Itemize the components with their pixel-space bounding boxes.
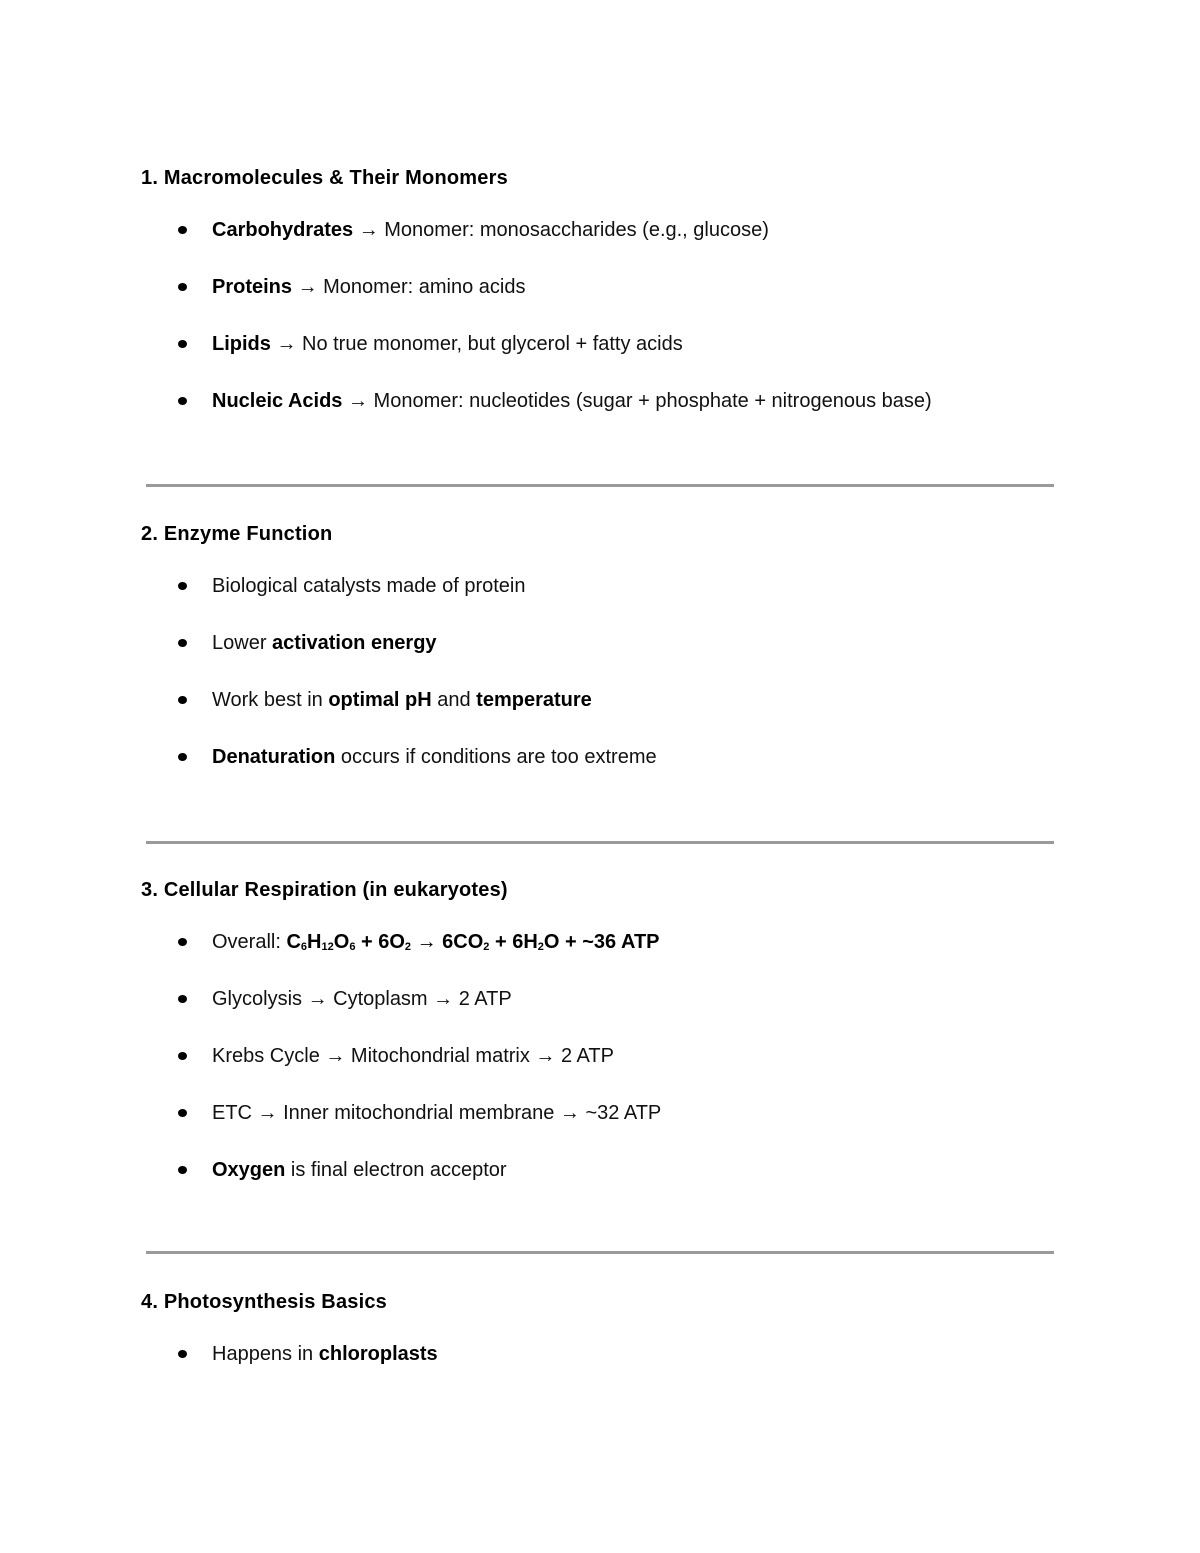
item-text: → Monomer: nucleotides (sugar + phosphate + nitrogenous base) xyxy=(342,390,932,412)
section-heading-cellular-respiration: 3. Cellular Respiration (in eukaryotes) xyxy=(141,879,508,901)
item-text: and xyxy=(431,689,477,711)
bullet-icon xyxy=(178,340,187,348)
bullet-icon xyxy=(178,995,187,1003)
item-text: → Monomer: monosaccharides (e.g., glucose) xyxy=(353,219,769,241)
item-text: Happens in xyxy=(212,1343,319,1365)
bullet-icon xyxy=(178,283,187,291)
item-text: → Monomer: amino acids xyxy=(292,276,526,298)
bullet-icon xyxy=(178,226,187,234)
item-text: Overall: xyxy=(212,931,287,953)
item-text: Krebs Cycle → Mitochondrial matrix → 2 ATP xyxy=(212,1045,614,1067)
item-text: Lower xyxy=(212,632,273,654)
item-text: Glycolysis → Cytoplasm → 2 ATP xyxy=(212,988,512,1010)
term-temperature: temperature xyxy=(476,689,592,711)
term-carbohydrates: Carbohydrates xyxy=(212,219,354,241)
horizontal-divider xyxy=(146,1251,1054,1254)
horizontal-divider xyxy=(146,841,1054,844)
item-text: → No true monomer, but glycerol + fatty acids xyxy=(270,333,683,355)
term-oxygen: Oxygen xyxy=(212,1159,286,1181)
term-lipids: Lipids xyxy=(212,333,271,355)
bullet-icon xyxy=(178,1350,187,1358)
term-nucleic-acids: Nucleic Acids xyxy=(212,390,343,412)
item-text: Biological catalysts made of protein xyxy=(212,575,526,597)
item-text: is final electron acceptor xyxy=(285,1159,507,1181)
term-chloroplasts: chloroplasts xyxy=(318,1343,438,1365)
term-denaturation: Denaturation xyxy=(212,746,336,768)
term-activation-energy: activation energy xyxy=(272,632,437,654)
bullet-icon xyxy=(178,696,187,704)
bullet-icon xyxy=(178,639,187,647)
item-text: ETC → Inner mitochondrial membrane → ~32 ATP xyxy=(212,1102,662,1124)
section-heading-enzyme-function: 2. Enzyme Function xyxy=(141,523,333,545)
section-heading-photosynthesis: 4. Photosynthesis Basics xyxy=(141,1291,388,1313)
horizontal-divider xyxy=(146,484,1054,487)
term-optimal-ph: optimal pH xyxy=(328,689,432,711)
item-text: Work best in xyxy=(212,689,329,711)
respiration-equation: C6H12O6 + 6O2 → 6CO2 + 6H2O + ~36 ATP xyxy=(286,931,660,953)
bullet-icon xyxy=(178,1052,187,1060)
item-text: occurs if conditions are too extreme xyxy=(335,746,657,768)
bullet-icon xyxy=(178,1166,187,1174)
bullet-icon xyxy=(178,1109,187,1117)
bullet-icon xyxy=(178,582,187,590)
bullet-icon xyxy=(178,938,187,946)
bullet-icon xyxy=(178,753,187,761)
section-heading-macromolecules: 1. Macromolecules & Their Monomers xyxy=(141,167,508,189)
bullet-icon xyxy=(178,397,187,405)
term-proteins: Proteins xyxy=(212,276,293,298)
